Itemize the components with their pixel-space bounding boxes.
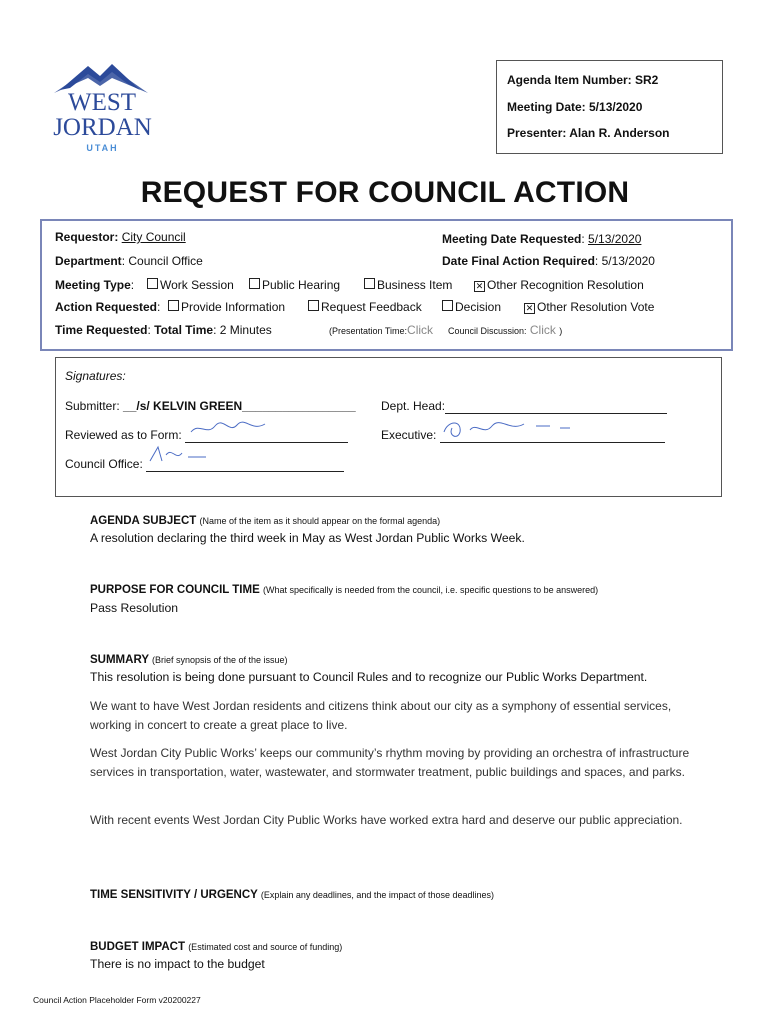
checkbox-icon[interactable] [147,278,158,289]
meeting-date-requested-row: Meeting Date Requested: 5/13/2020 [442,232,642,246]
agenda-info-box [496,60,723,154]
checkbox-icon[interactable] [249,278,260,289]
presentation-time-value[interactable]: Click [407,323,434,337]
summary-heading: SUMMARY (Brief synopsis of the of the issue) [90,654,288,666]
agenda-subject-note: (Name of the item as it should appear on the formal agenda) [199,516,441,526]
presentation-time-row [329,323,433,337]
meeting-type-label-row: Meeting Type: [55,278,135,292]
summary-paragraph: West Jordan City Public Works’ keeps our community’s rhythm moving by providing an orchestra of infrastructure services in transportation, water, wastewater, and stormwater treatment, public buildings and spaces, and parks. [90,746,690,779]
signature-scribble-icon [440,418,590,440]
signature-scribble-icon [189,420,269,438]
submitter-label: Submitter: [65,399,120,413]
west-jordan-logo [40,60,165,160]
action-provide-information[interactable]: Provide Information [168,300,285,314]
logo-line-2: JORDAN [53,114,152,141]
presentation-time-label: (Presentation Time: [329,326,408,336]
council-discussion-row: Council Discussion: Click ) [448,323,563,337]
signatures-heading: Signatures: [65,369,126,383]
budget-impact-heading: BUDGET IMPACT (Estimated cost and source of funding) [90,941,343,953]
dept-head-label: Dept. Head: [381,399,446,413]
checked-checkbox-icon[interactable]: ✕ [525,303,534,313]
signatures-box [55,357,722,497]
budget-impact-body: There is no impact to the budget [90,957,265,971]
meeting-type-business-item[interactable]: Business Item [364,278,452,292]
action-requested-label-row: Action Requested: [55,300,161,314]
action-other-resolution-vote[interactable]: ✕ Other Resolution Vote [525,300,655,314]
council-discussion-label: Council Discussion: [448,326,527,336]
time-requested-row: Time Requested: Total Time: 2 Minutes [55,323,272,337]
meeting-type-label: Meeting Type [55,278,131,292]
dept-head-signature-line[interactable] [445,399,667,414]
action-decision[interactable]: Decision [442,300,501,314]
requestor-row [55,230,186,244]
checkbox-icon[interactable] [308,300,319,311]
agenda-subject-heading: AGENDA SUBJECT (Name of the item as it should appear on the formal agenda) [90,515,441,527]
checkbox-icon[interactable] [364,278,375,289]
executive-label: Executive: [381,428,437,442]
reviewed-label: Reviewed as to Form: [65,428,182,442]
page-title: REQUEST FOR COUNCIL ACTION [140,176,630,209]
date-final-row [442,254,655,268]
logo-line-3: UTAH [86,143,119,153]
department-value[interactable]: : Council Office [121,254,203,268]
agenda-subject-body: A resolution declaring the third week in May as West Jordan Public Works Week. [90,531,525,545]
footer-form-version: Council Action Placeholder Form v20200227 [33,995,201,1005]
submitter-value[interactable]: __/s/ KELVIN GREEN_________________ [123,399,356,413]
reviewed-row [65,428,348,443]
action-requested-label: Action Requested [55,300,158,314]
total-time-value[interactable]: : 2 Minutes [213,323,272,337]
checked-checkbox-icon[interactable]: ✕ [475,281,484,291]
meeting-date: Meeting Date: 5/13/2020 [507,100,643,114]
executive-row [381,428,665,443]
budget-impact-note: (Estimated cost and source of funding) [188,942,343,952]
summary-body: This resolution is being done pursuant to Council Rules and to recognize our Public Works Department. [90,670,648,684]
time-sensitivity-heading: TIME SENSITIVITY / URGENCY (Explain any deadlines, and the impact of those deadlines) [90,889,494,901]
summary-note: (Brief synopsis of the of the issue) [151,655,288,665]
meeting-type-work-session[interactable]: Work Session [147,278,234,292]
dept-head-row [381,399,667,414]
meeting-date-requested-value[interactable]: 5/13/2020 [588,232,642,246]
agenda-item-number: Agenda Item Number: SR2 [507,73,659,87]
executive-signature-line[interactable] [440,428,665,443]
summary-paragraph: We want to have West Jordan residents and citizens think about our city as a symphony of essential services, working in concert to create a great place to live. [90,699,672,732]
presenter: Presenter: Alan R. Anderson [507,126,670,140]
requestor-label: Requestor: [55,230,119,244]
checkbox-icon[interactable] [168,300,179,311]
council-office-label: Council Office: [65,457,143,471]
department-row [55,254,203,268]
meeting-date-requested-label: Meeting Date Requested [442,232,582,246]
purpose-heading: PURPOSE FOR COUNCIL TIME (What specifically is needed from the council, i.e. specific questions to be answered) [90,584,599,596]
date-final-value[interactable]: : 5/13/2020 [594,254,655,268]
time-sensitivity-note: (Explain any deadlines, and the impact of those deadlines) [260,890,494,900]
purpose-body: Pass Resolution [90,601,179,615]
council-discussion-value[interactable]: Click [529,323,556,337]
logo-line-1: WEST [67,89,137,116]
signature-scribble-icon [148,445,218,465]
action-request-feedback[interactable]: Request Feedback [308,300,422,314]
checkbox-icon[interactable] [442,300,453,311]
submitter-row [65,399,356,413]
purpose-note: (What specifically is needed from the council, i.e. specific questions to be answered) [262,585,599,595]
meeting-type-other-recognition[interactable]: ✕ Other Recognition Resolution [475,278,644,292]
reviewed-signature-line[interactable] [185,428,348,443]
requestor-value[interactable]: City Council [121,230,186,244]
summary-paragraph: With recent events West Jordan City Public Works have worked extra hard and deserve our public appreciation. [90,813,683,827]
date-final-label: Date Final Action Required [442,254,595,268]
meeting-type-public-hearing[interactable]: Public Hearing [249,278,340,292]
request-info-box [40,219,733,351]
total-time-label: Total Time [154,323,214,337]
department-label: Department [55,254,122,268]
council-office-row [65,457,344,472]
time-requested-label: Time Requested [55,323,148,337]
council-office-signature-line[interactable] [146,457,344,472]
